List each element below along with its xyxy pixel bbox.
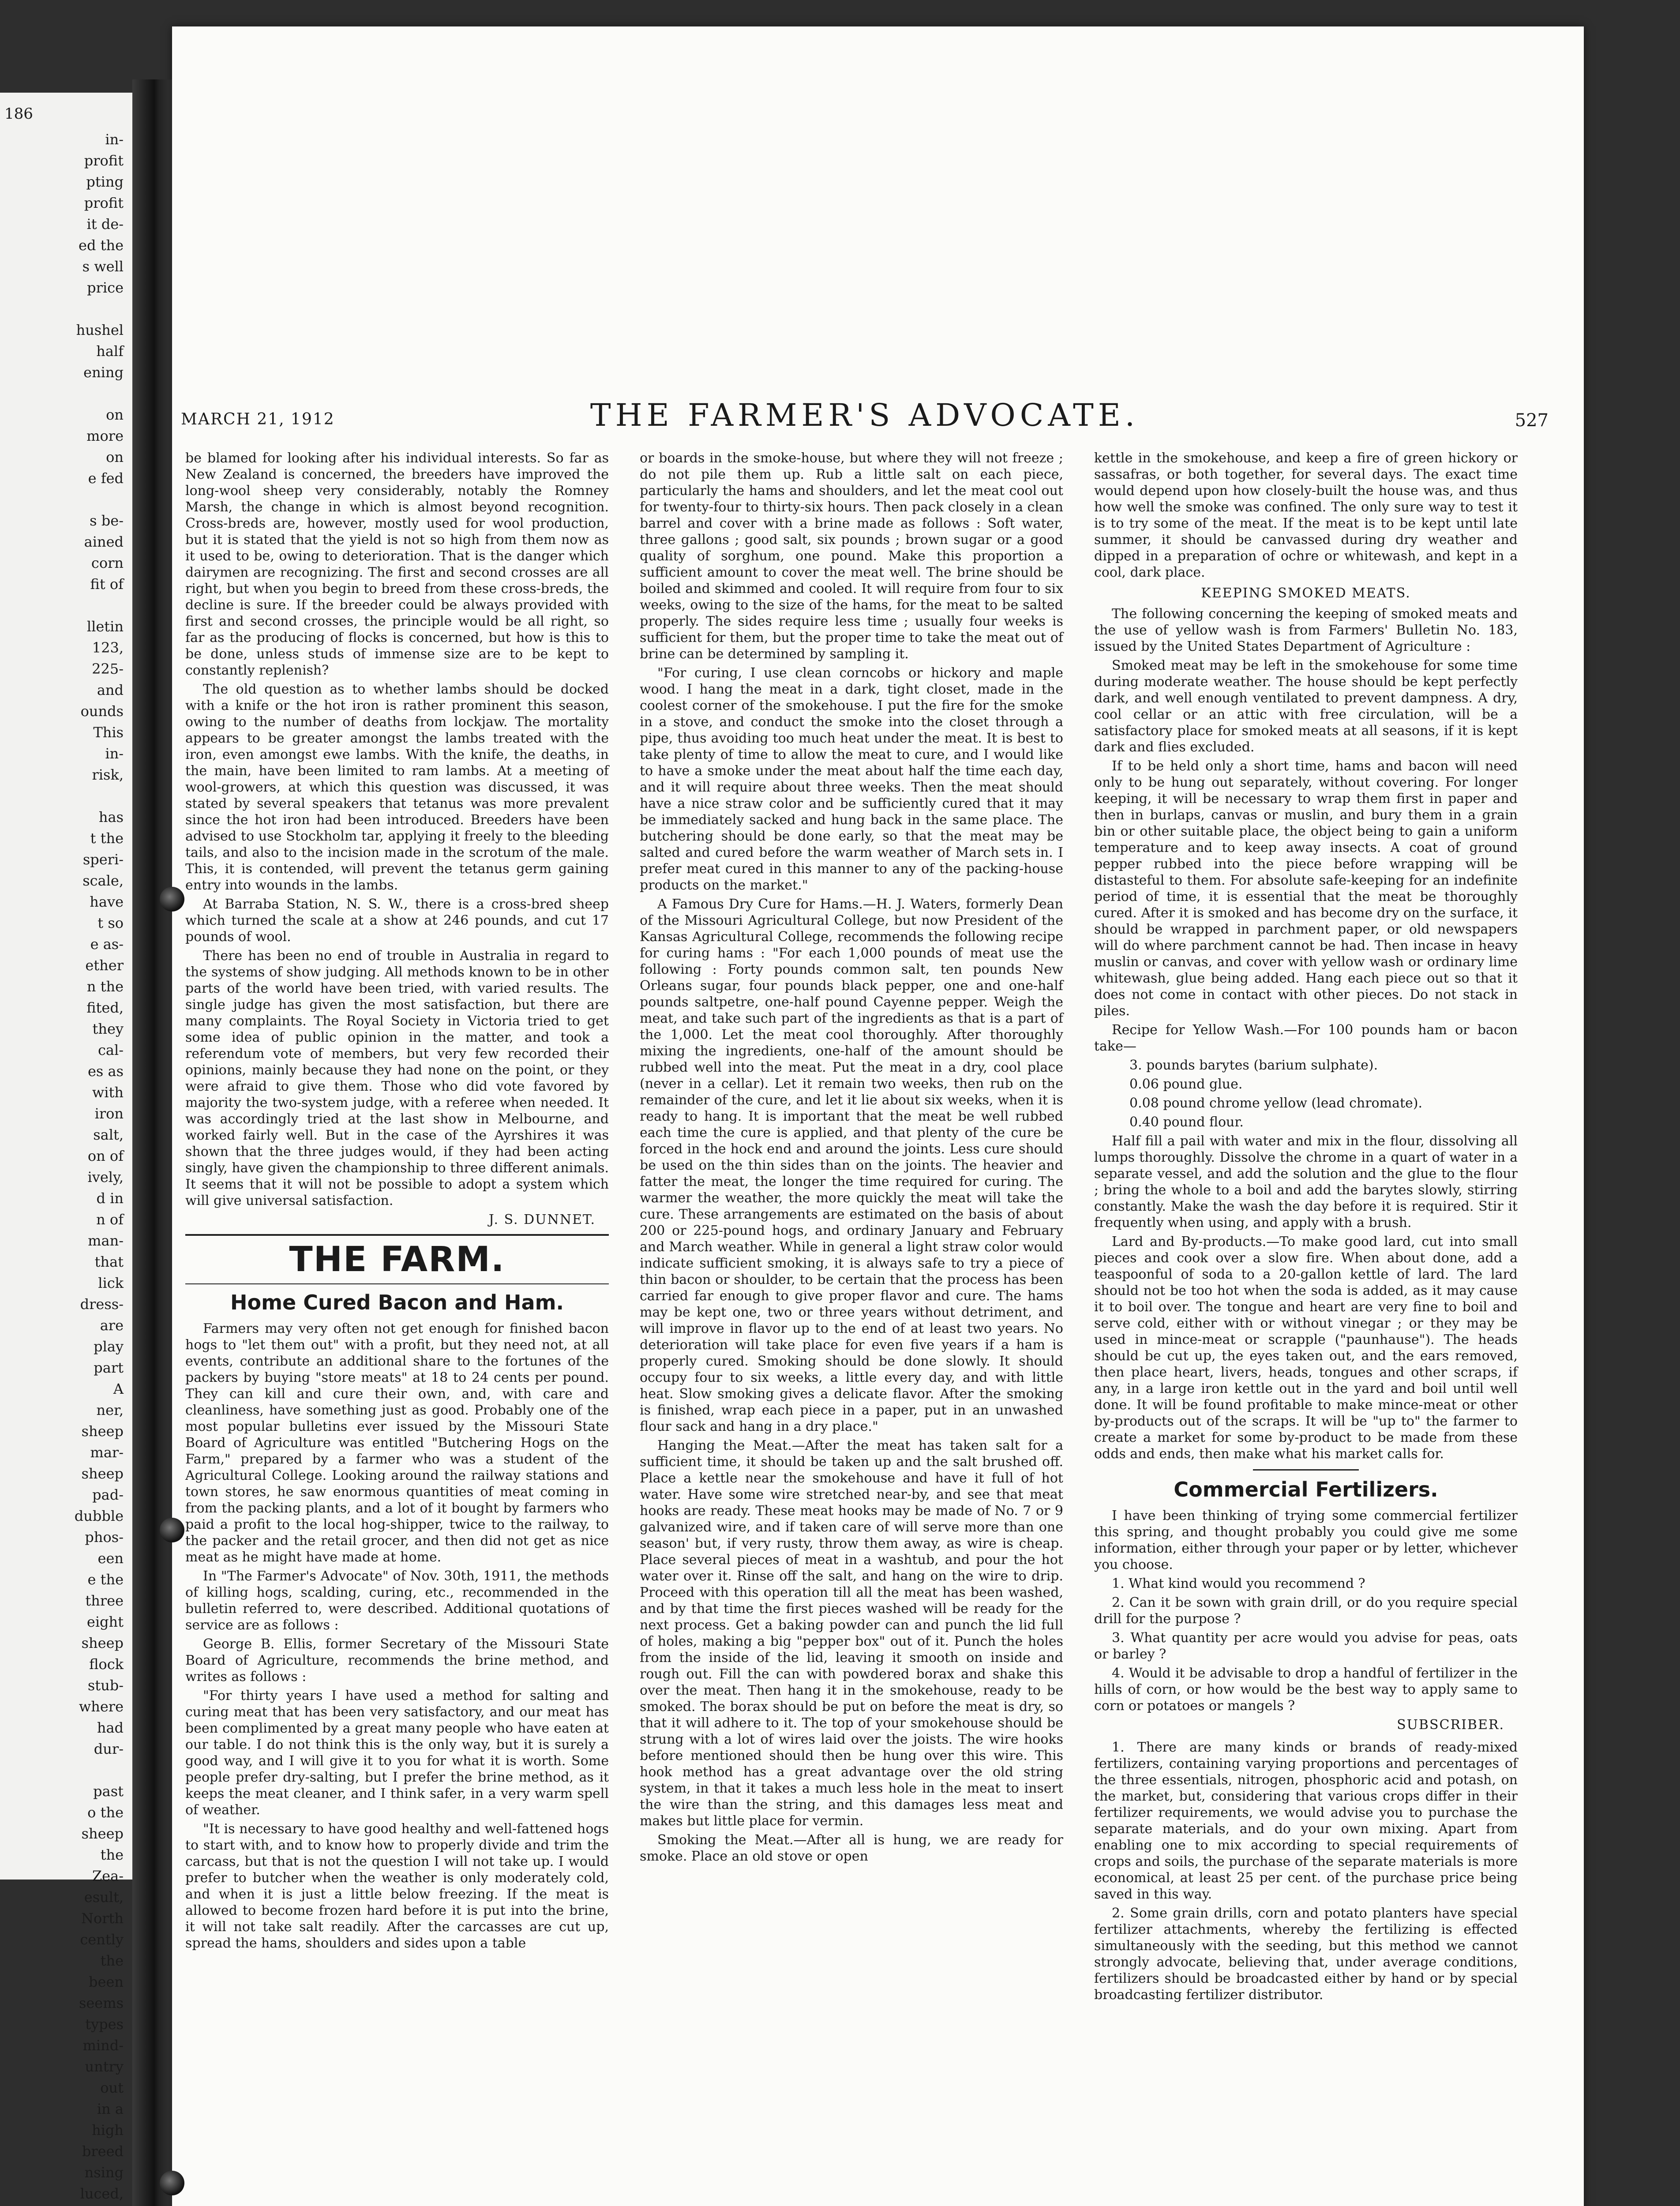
left-page-line: fit of	[90, 576, 124, 593]
divider	[1253, 1469, 1359, 1471]
paragraph: Half fill a pail with water and mix in the flour, dissolving all lumps thoroughly. Dissolve the chrome in a quart of water in a separate vessel, and add the solution and the glue to the flour ; bring the whole to a boil and add the barytes slowly, stirring constantly. Make the wash the day before it is required. Stir it frequently when using, and apply with a brush.	[1094, 1133, 1518, 1231]
left-page-line: where	[79, 1698, 124, 1715]
left-page-line: had	[97, 1719, 124, 1736]
left-page-line: more	[86, 428, 124, 444]
paragraph: The following concerning the keeping of smoked meats and the use of yellow wash is from Farmers' Bulletin No. 183, issued by the United States Department of Agriculture :	[1094, 606, 1518, 654]
left-page-line: the	[100, 1952, 124, 1969]
left-page-line: eight	[86, 1613, 124, 1630]
left-page-line: ounds	[80, 703, 124, 720]
left-page-lines	[0, 129, 132, 2206]
left-page-line: salt,	[93, 1126, 124, 1143]
left-page-line: t so	[98, 915, 124, 931]
left-page-line: has	[98, 809, 124, 825]
left-page-fragment	[0, 93, 132, 2202]
question: 1. What kind would you recommend ?	[1112, 1576, 1365, 1591]
paragraph: kettle in the smokehouse, and keep a fire of green hickory or sassafras, or both together, for several days. The exact time would depend upon how closely-built the house was, and thus how well the smoke was confined. The only sure way to test it is to try some of the meat. If the meat is to be kept until late summer, it should be canvassed during dry weather and dipped in a preparation of ochre or whitewash, and kept in a cool, dark place.	[1094, 450, 1518, 580]
column-1	[185, 450, 609, 2206]
paragraph: Smoked meat may be left in the smokehouse for some time during moderate weather. The house should be kept perfectly dark, and well enough ventilated to prevent dampness. A dry, cool cellar or an attic with free circulation, will be a satisfactory place for smoked meats at all seasons, if it is kept dark and flies excluded.	[1094, 658, 1518, 755]
left-page-line: 123,	[92, 639, 124, 656]
paragraph: Smoking the Meat.—After all is hung, we are ready for smoke. Place an old stove or open	[640, 1832, 1063, 1864]
left-page-line: mar-	[90, 1444, 124, 1461]
binding-hole-icon	[160, 2171, 184, 2195]
left-page-line: been	[89, 1973, 124, 1990]
answer: 1. There are many kinds or brands of ready-mixed fertilizers, containing varying proportions and percentages of the three essentials, nitrogen, phosphoric acid and potash, on the market, but, considering that various crops differ in their fertilizer requirements, we would advise you to purchase the separate materials, and do your own mixing. Apart from enabling one to mix according to special requirements of crops and soils, the purchase of the separate materials is more economical, at least 25 per cent. of the purchase price being saved in this way.	[1094, 1740, 1518, 1902]
left-page-line: types	[85, 2016, 124, 2033]
left-page-line	[0, 489, 132, 510]
left-page-line: sheep	[81, 1635, 124, 1651]
left-page-line: cently	[80, 1931, 124, 1948]
left-page-line: are	[100, 1317, 124, 1334]
left-page-line: d in	[96, 1190, 124, 1207]
left-page-line: sheep	[81, 1423, 124, 1440]
paragraph: Recipe for Yellow Wash.—For 100 pounds ham or bacon take—	[1094, 1022, 1518, 1054]
left-page-line: Zea-	[92, 1868, 124, 1884]
paragraph: In "The Farmer's Advocate" of Nov. 30th, 1911, the methods of killing hogs, scalding, curing, etc., recommended in the bulletin referred to, were described. Additional quotations of service are as follows :	[185, 1568, 609, 1633]
left-page-line: risk,	[92, 766, 124, 783]
left-page-line	[0, 298, 132, 319]
paragraph: or boards in the smoke-house, but where they will not freeze ; do not pile them up. Rub a little salt on each piece, particularly the hams and shoulders, and let the meat cool out for twenty-four to thirty-six hours. Then pack closely in a clean barrel and cover with a brine made as follows : Soft water, three gallons ; good salt, six pounds ; brown sugar or a good quality of sorghum, one pound. Make this proportion a sufficient amount to cover the meat well. The brine should be boiled and skimmed and cooled. It will require from four to six weeks, owing to the size of the hams, for the meat to be salted properly. The sides require less time ; usually four weeks is sufficient for them, but the proper time to take the meat out of brine can be determined by sampling it.	[640, 450, 1063, 662]
paragraph: There has been no end of trouble in Australia in regard to the systems of show judging. All methods known to be in other parts of the world have been tried, with varied results. The single judge has given the most satisfaction, but there are many complaints. The Royal Society in Victoria tried to get some idea of public opinion in the matter, and took a referendum vote of members, but very few recorded their opinions, mainly because they had none on the point, or they were afraid to give them. Those who did vote favored by majority the two-system judge, with a referee when needed. It was accordingly tried at the last show in Melbourne, and worked fairly well. But in the case of the Ayrshires it was shown that the three judges would, if they had been acting singly, have given the championship to three different animals. It seems that it will not be possible to adopt a system which will give universal satisfaction.	[185, 948, 609, 1208]
left-page-line: high	[92, 2122, 124, 2138]
left-page-line: corn	[91, 555, 124, 571]
left-page-line: cal-	[98, 1042, 124, 1058]
left-page-line: fited,	[86, 999, 124, 1016]
left-page-line: ether	[85, 957, 124, 974]
left-page-line: profit	[84, 195, 124, 211]
recipe-line: 0.08 pound chrome yellow (lead chromate).	[1129, 1095, 1422, 1111]
left-page-line: man-	[88, 1232, 124, 1249]
left-page-line: esult,	[84, 1889, 124, 1906]
author-signature: J. S. DUNNET.	[488, 1212, 596, 1227]
left-page-line: out	[100, 2079, 124, 2096]
left-page-line: phos-	[85, 1529, 124, 1546]
paragraph: "For thirty years I have used a method for salting and curing meat that has been very satisfactory, and our meat has been complimented by a great many people who have eaten at our table. I do not think this is the only way, but it is surely a good way, and I will give it to you for what it is worth. Some people prefer dry-salting, but I prefer the brine method, as it keeps the meat cleaner, and I think safer, in a very warm spell of weather.	[185, 1688, 609, 1818]
recipe-line: 3. pounds barytes (barium sulphate).	[1129, 1058, 1378, 1073]
paragraph: be blamed for looking after his individual interests. So far as New Zealand is concerned, the breeders have improved the long-wool sheep very considerably, notably the Romney Marsh, the change in which is almost beyond recognition. Cross-breds are, however, mostly used for wool production, but it is stated that the yield is not so high from them now as it used to be, owing to deterioration. That is the danger which dairymen are recognizing. The first and second crosses are all right, but when you begin to breed from these cross-breds, the decline is sure. If the breeder could be always provided with first and second crosses, the principle would be all right, so far as the producing of flocks is concerned, but how is this to be done, unless studs of immense size are to be kept to constantly replenish?	[185, 450, 609, 678]
left-page-line: een	[98, 1550, 124, 1567]
divider	[185, 1283, 609, 1284]
left-page-line: e as-	[90, 936, 124, 953]
left-page-line: with	[92, 1084, 124, 1101]
left-page-line	[0, 1760, 132, 1781]
left-page-line: dur-	[94, 1741, 124, 1757]
left-page-line: it de-	[86, 216, 124, 233]
left-page-line: lick	[98, 1275, 124, 1291]
question: 2. Can it be sown with grain drill, or do you require special drill for the purpose ?	[1094, 1595, 1518, 1627]
left-page-line: ner,	[96, 1402, 124, 1418]
left-page-line: t the	[90, 830, 124, 847]
left-page-line: that	[94, 1253, 124, 1270]
left-page-line: n of	[96, 1211, 124, 1228]
left-page-line	[0, 2204, 132, 2206]
left-page-line: North	[81, 1910, 124, 1927]
binding-hole-icon	[160, 887, 184, 912]
issue-date: MARCH 21, 1912	[181, 410, 335, 428]
left-page-line	[0, 595, 132, 616]
left-page-line: seems	[79, 1995, 124, 2011]
recipe-line: 0.40 pound flour.	[1129, 1114, 1244, 1130]
left-page-line: This	[93, 724, 124, 741]
subscriber-signature: SUBSCRIBER.	[1397, 1717, 1504, 1733]
paragraph: If to be held only a short time, hams and bacon will need only to be hung out separately, without covering. For longer keeping, it will be necessary to wrap them first in paper and then in burlaps, canvas or muslin, and bury them in a grain bin or other suitable place, the object being to gain a uniform temperature and to keep away insects. A coat of ground pepper rubbed into the piece before wrapping will be distasteful to them. For absolute safe-keeping for an indefinite period of time, it is essential that the meat be thoroughly cured. After it is smoked and has become dry on the surface, it should be wrapped in parchment paper, or old newspapers will do where parchment cannot be had. Then incase in heavy muslin or canvas, and cover with yellow wash or ordinary lime whitewash, glue being added. Hang each piece out so that it does not come in contact with other pieces. Do not stack in piles.	[1094, 758, 1518, 1019]
left-page-line: they	[92, 1020, 124, 1037]
left-page-line	[0, 785, 132, 807]
left-page-line: past	[93, 1783, 124, 1800]
divider	[185, 1234, 609, 1236]
page-number: 527	[1515, 410, 1549, 431]
left-page-line: sheep	[81, 1825, 124, 1842]
left-page-line: sheep	[81, 1465, 124, 1482]
paragraph: At Barraba Station, N. S. W., there is a cross-bred sheep which turned the scale at a show at 246 pounds, and cut 17 pounds of wool.	[185, 897, 609, 945]
left-page-line: ively,	[87, 1169, 124, 1186]
left-page-line: profit	[84, 152, 124, 169]
article-title: Home Cured Bacon and Ham.	[230, 1291, 564, 1314]
left-page-line: luced,	[80, 2185, 124, 2202]
column-3	[1094, 450, 1518, 2206]
paragraph: Lard and By-products.—To make good lard, cut into small pieces and cook over a slow fire. When about done, add a teaspoonful of soda to a 20-gallon kettle of lard. The lard should not be too hot when the soda is added, as it may cause it to boil over. The tongue and heart are very fine to boil and serve cold, either with or without vinegar ; or they may be used in mince-meat or scrapple ("paunhause"). The heads should be cut up, the eyes taken out, and the ears removed, then place heart, livers, heads, tongues and other scraps, if any, in a large iron kettle out in the yard and boil until well done. It will be found profitable to make mince-meat or other by-products out of the scraps. It will be "up to" the farmer to create a market for some by-product to be made from these odds and ends, then make what his market calls for.	[1094, 1234, 1518, 1462]
column-2	[640, 450, 1063, 2206]
left-page-line: three	[85, 1592, 124, 1609]
left-page-line: hushel	[76, 322, 124, 338]
left-page-line: and	[97, 682, 124, 698]
subheading: KEEPING SMOKED MEATS.	[1201, 585, 1411, 601]
left-page-line: lletin	[86, 618, 124, 635]
section-heading: THE FARM.	[289, 1240, 505, 1279]
left-page-line: ained	[84, 533, 124, 550]
left-page-line: s well	[82, 258, 124, 275]
paragraph: I have been thinking of trying some commercial fertilizer this spring, and thought probably you could give me some information, either through your paper or by letter, whichever you choose.	[1094, 1508, 1518, 1572]
left-page-line: play	[94, 1338, 124, 1355]
left-page-line: nsing	[84, 2164, 124, 2181]
left-page-line: 225-	[92, 660, 124, 677]
left-page-line: stub-	[87, 1677, 124, 1694]
paragraph: "For curing, I use clean corncobs or hickory and maple wood. I hang the meat in a dark, tight closet, made in the coolest corner of the smokehouse. I put the fire for the smoke in a stove, and conduct the smoke into the closet through a pipe, thus avoiding too much heat under the meat. It is best to take plenty of time to allow the meat to cure, and I would like to have a smoke under the meat about half the time each day, and it will require about three weeks. Then the meat should have a nice straw color and be sufficiently cured that it may be immediately sacked and hung back in the same place. The butchering should be done early, so that the meat may be salted and cured before the warm weather of March sets in. I prefer meat cured in this manner to any of the packing-house products on the market."	[640, 665, 1063, 893]
left-page-line: speri-	[82, 851, 124, 868]
left-page-line: s be-	[90, 512, 124, 529]
paragraph: George B. Ellis, former Secretary of the Missouri State Board of Agriculture, recommends the brine method, and writes as follows :	[185, 1636, 609, 1685]
left-page-line: pting	[86, 173, 124, 190]
left-page-line: in-	[105, 745, 124, 762]
left-page-line: mind-	[82, 2037, 124, 2054]
left-page-line: n the	[86, 978, 124, 995]
left-page-line: on of	[87, 1148, 124, 1164]
paragraph: Farmers may very often not get enough for finished bacon hogs to "let them out" with a profit, but they need not, at all events, contribute an additional share to the fortunes of the packers by buying "store meats" at 18 to 24 cents per pound. They can kill and cure their own, and, with care and cleanliness, have something just as good. Probably one of the most popular bulletins ever issued by the Missouri State Board of Agriculture was entitled "Butchering Hogs on the Farm," prepared by a farmer who was a student of the Agricultural College. Looking around the railway stations and town stores, he saw enormous quantities of meat coming in from the packing plants, and a lot of it bought by farmers who paid a profit to the local hog-shipper, twice to the railway, to the packer and the retail grocer, and then did not get as nice meat as he might have made at home.	[185, 1321, 609, 1565]
publication-title: THE FARMER'S ADVOCATE.	[590, 397, 1140, 433]
binding-hole-icon	[160, 1518, 184, 1542]
left-page-line: have	[90, 893, 124, 910]
left-page-line: iron	[94, 1105, 124, 1122]
left-page-line: on	[106, 449, 124, 465]
left-page-line: e the	[87, 1571, 124, 1588]
left-page-line: on	[106, 406, 124, 423]
left-page-line: A	[113, 1381, 124, 1397]
paragraph: A Famous Dry Cure for Hams.—H. J. Waters, formerly Dean of the Missouri Agricultural College, but now President of the Kansas Agricultural College, recommends the following recipe for curing hams : "For each 1,000 pounds of meat use the following : Forty pounds common salt, ten pounds New Orleans sugar, four pounds black pepper, one and one-half pounds saltpetre, one-half pound Cayenne pepper. Weigh the meat, and take such part of the ingredients as that is a part of the 1,000. Let the meat cool thoroughly. After thoroughly mixing the ingredients, one-half of the amount should be rubbed well into the meat. Put the meat in a dry, cool place (never in a cellar). Let it remain two weeks, then rub on the remainder of the cure, and let it lie about six weeks, when it is ready to hang. It is important that the meat be well rubbed each time the cure is applied, and that plenty of the cure be forced in the hock end and around the joints. Less cure should be used on the thin sides than on the joints. The heavier and fatter the meat, the longer the time required for curing. The warmer the weather, the more quickly the meat will take the cure. These arrangements are estimated on the basis of about 200 or 225-pound hogs, and ordinary January and February and March weather. While in general a light straw color would indicate sufficient smoking, it is always safe to try a piece of thin bacon or shoulder, to be certain that the process has been carried far enough to give proper flavor and cure. The hams may be kept one, two or three years without detriment, and will improve in flavor up to the end of at least two years. No deterioration will take place for even five years if a ham is properly cured. Smoking should be done slowly. It should occupy four to six weeks, a little every day, and with little heat. Slow smoking gives a delicate flavor. After the smoking is finished, wrap each piece in a paper, put in an unwashed flour sack and hang in a dry place."	[640, 897, 1063, 1434]
left-page-line: part	[94, 1359, 124, 1376]
left-page-header: 186	[4, 105, 33, 123]
left-page-line: ening	[83, 364, 124, 381]
article-title: Commercial Fertilizers.	[1174, 1478, 1438, 1501]
left-page-line: price	[87, 279, 124, 296]
left-page-line: pad-	[92, 1486, 124, 1503]
newspaper-page	[172, 26, 1584, 2206]
masthead	[181, 397, 1549, 437]
left-page-line: e fed	[88, 470, 124, 487]
left-page-line: dress-	[80, 1296, 124, 1313]
question: 3. What quantity per acre would you advise for peas, oats or barley ?	[1094, 1630, 1518, 1662]
left-page-line: scale,	[82, 872, 124, 889]
paragraph: The old question as to whether lambs should be docked with a knife or the hot iron is rather prominent this season, owing to the number of deaths from lockjaw. The mortality appears to be greater amongst the lambs treated with the iron, even amongst ewe lambs. With the knife, the deaths, in the main, have been limited to ram lambs. At a meeting of wool-growers, at which this question was discussed, it was stated by several speakers that tetanus was more prevalent since the hot iron had been introduced. Breeders have been advised to use Stockholm tar, applying it freely to the bleeding tails, and also to the incision made in the scrotum of the male. This, it is contended, will prevent the tetanus germ gaining entry into wounds in the lambs.	[185, 682, 609, 893]
left-page-line: ed the	[79, 237, 124, 254]
left-page-line: dubble	[74, 1508, 124, 1524]
left-page-line: flock	[89, 1656, 124, 1673]
left-page-line: the	[100, 1846, 124, 1863]
question: 4. Would it be advisable to drop a handful of fertilizer in the hills of corn, or how would be the best way to apply same to corn or potatoes or mangels ?	[1094, 1666, 1518, 1714]
left-page-line: o the	[87, 1804, 124, 1821]
left-page-line: in a	[97, 2101, 124, 2117]
paragraph: Hanging the Meat.—After the meat has taken salt for a sufficient time, it should be taken up and the salt brushed off. Place a kettle near the smokehouse and have it full of hot water. Have some wire stretched near-by, and see that meat hooks are ready. These meat hooks may be made of No. 7 or 9 galvanized wire, and if taken care of will serve more than one season' but, if very rusty, throw them away, as wire is cheap. Place several pieces of meat in a washtub, and pour the hot water over it. Rinse off the salt, and hang on the wire to drip. Proceed with this operation till all the meat has been washed, and by that time the first pieces washed will be ready for the next process. Get a baking powder can and punch the lid full of holes, making a big "pepper box" out of it. Punch the holes from the inside of the lid, leaving it smooth on inside and rough out. Fill the can with powdered borax and shake this over the meat. Then hang it in the smokehouse, ready to be smoked. The borax should be put on before the meat is dry, so that it will adhere to it. The top of your smokehouse should be strung with a lot of wires laid over the joists. The wire hooks before mentioned should then be hung over this wire. This hook method has a great advantage over the old string system, in that it takes a much less hole in the meat to insert the wire than the string, and this damages less meat and makes but little place for vermin.	[640, 1438, 1063, 1829]
left-page-line: untry	[85, 2058, 124, 2075]
answer: 2. Some grain drills, corn and potato planters have special fertilizer attachments, whereby the fertilizing is effected simultaneously with the seeding, but this method we cannot strongly advocate, believing that, under average conditions, fertilizers should be broadcasted either by hand or by special broadcasting fertilizer distributor.	[1094, 1906, 1518, 2003]
left-page-line	[0, 383, 132, 404]
left-page-line: breed	[82, 2143, 124, 2160]
left-page-line: half	[96, 343, 124, 360]
paragraph: "It is necessary to have good healthy and well-fattened hogs to start with, and to know how to properly divide and trim the carcass, but that is not the question I will not take up. I would prefer to butcher when the weather is only moderately cold, and when it is just a little below freezing. If the meat is allowed to become frozen hard before it is put into the brine, it will not take salt readily. After the carcasses are cut up, spread the hams, shoulders and sides upon a table	[185, 1821, 609, 1951]
left-page-line: in-	[105, 131, 124, 148]
left-page-line: es as	[87, 1063, 124, 1080]
recipe-line: 0.06 pound glue.	[1129, 1077, 1243, 1092]
